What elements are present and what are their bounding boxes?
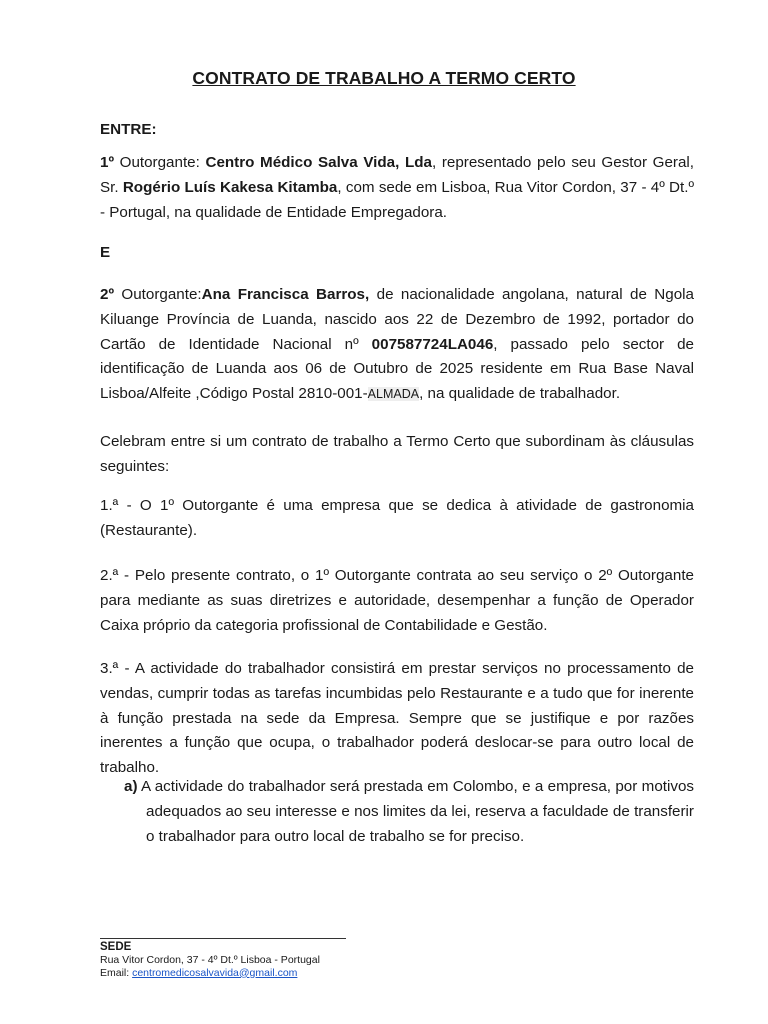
footer-email-label: Email:	[100, 966, 133, 979]
footer-address: Rua Vitor Cordon, 37 - 4º Dt.º Lisboa - Portugal	[100, 953, 320, 966]
second-party-label-rest: Outorgante:	[114, 286, 202, 303]
second-party-text-3: , na qualidade de trabalhador.	[419, 385, 621, 403]
intro-paragraph: Celebram entre si um contrato de trabalho a Termo Certo que subordinam às cláusulas seguintes:	[100, 433, 694, 475]
first-party-label-rest: Outorgante:	[114, 154, 206, 171]
entre-heading: ENTRE:	[100, 121, 157, 138]
first-party-text-1: , representado pelo seu Gestor Geral, Sr.	[100, 154, 694, 196]
document-title: CONTRATO DE TRABALHO A TERMO CERTO	[192, 68, 576, 88]
first-party-text-2: , com sede em Lisboa, Rua Vitor Cordon, 37 - 4º Dt.º - Portugal, na qualidade de Entidade Empregadora.	[100, 178, 694, 221]
clause-1: 1.ª - O 1º Outorgante é uma empresa que se dedica à atividade de gastronomia (Restaurante).	[100, 497, 694, 539]
second-party-label: 2º	[100, 286, 114, 303]
e-separator: E	[100, 244, 111, 261]
second-party-paragraph	[100, 283, 694, 407]
footer-email-link[interactable]: centromedicosalvavida@gmail.com	[132, 966, 298, 979]
footer-sede-label: SEDE	[100, 941, 132, 953]
employee-name: Ana Francisca Barros,	[201, 286, 370, 303]
clause-2: 2.ª - Pelo presente contrato, o 1º Outorgante contrata ao seu serviço o 2º Outorgante para mediante as suas diretrizes e autoridade, desempenhar a função de Operador Caixa próprio da categoria profissional de Contabilidade e Gestão.	[100, 567, 694, 634]
city-name: ALMADA	[367, 387, 420, 402]
footer-divider	[100, 938, 346, 939]
footer-email-line	[100, 967, 500, 980]
subclause-a-text: A actividade do trabalhador será prestada em Colombo, e a empresa, por motivos adequados ao seu interesse e nos limites da lei, reserva a faculdade de transferir o trabalhador para outro local de trabalho se for preciso.	[137, 778, 694, 845]
footer	[100, 941, 500, 979]
id-number: 007587724LA046	[371, 335, 494, 353]
manager-name: Rogério Luís Kakesa Kitamba	[122, 178, 338, 196]
subclause-a	[124, 775, 694, 849]
clause-3: 3.ª - A actividade do trabalhador consistirá em prestar serviços no processamento de vendas, cumprir todas as tarefas incumbidas pelo Restaurante e a tudo que for inerente à função prestada na sede da Empresa. Sempre que se justifique e por razões inerentes a função que ocupa, o trabalhador poderá deslocar-se para outro local de trabalho.	[100, 660, 694, 777]
first-party-label: 1º	[100, 154, 114, 171]
second-party-text-2: , passado pelo sector de identificação de Luanda aos 06 de Outubro de 2025 residente em Rua Base Naval Lisboa/Alfeite ,Código Postal 2810-001-	[100, 335, 695, 403]
first-party-paragraph	[100, 151, 694, 225]
second-party-text-1: de nacionalidade angolana, natural de Ngola Kiluange Província de Luanda, nascido aos 22 de Dezembro de 1992, portador do Cartão de Identidade Nacional nº	[100, 286, 694, 353]
company-name: Centro Médico Salva Vida, Lda	[205, 154, 432, 171]
subclause-a-label: a)	[124, 778, 138, 795]
